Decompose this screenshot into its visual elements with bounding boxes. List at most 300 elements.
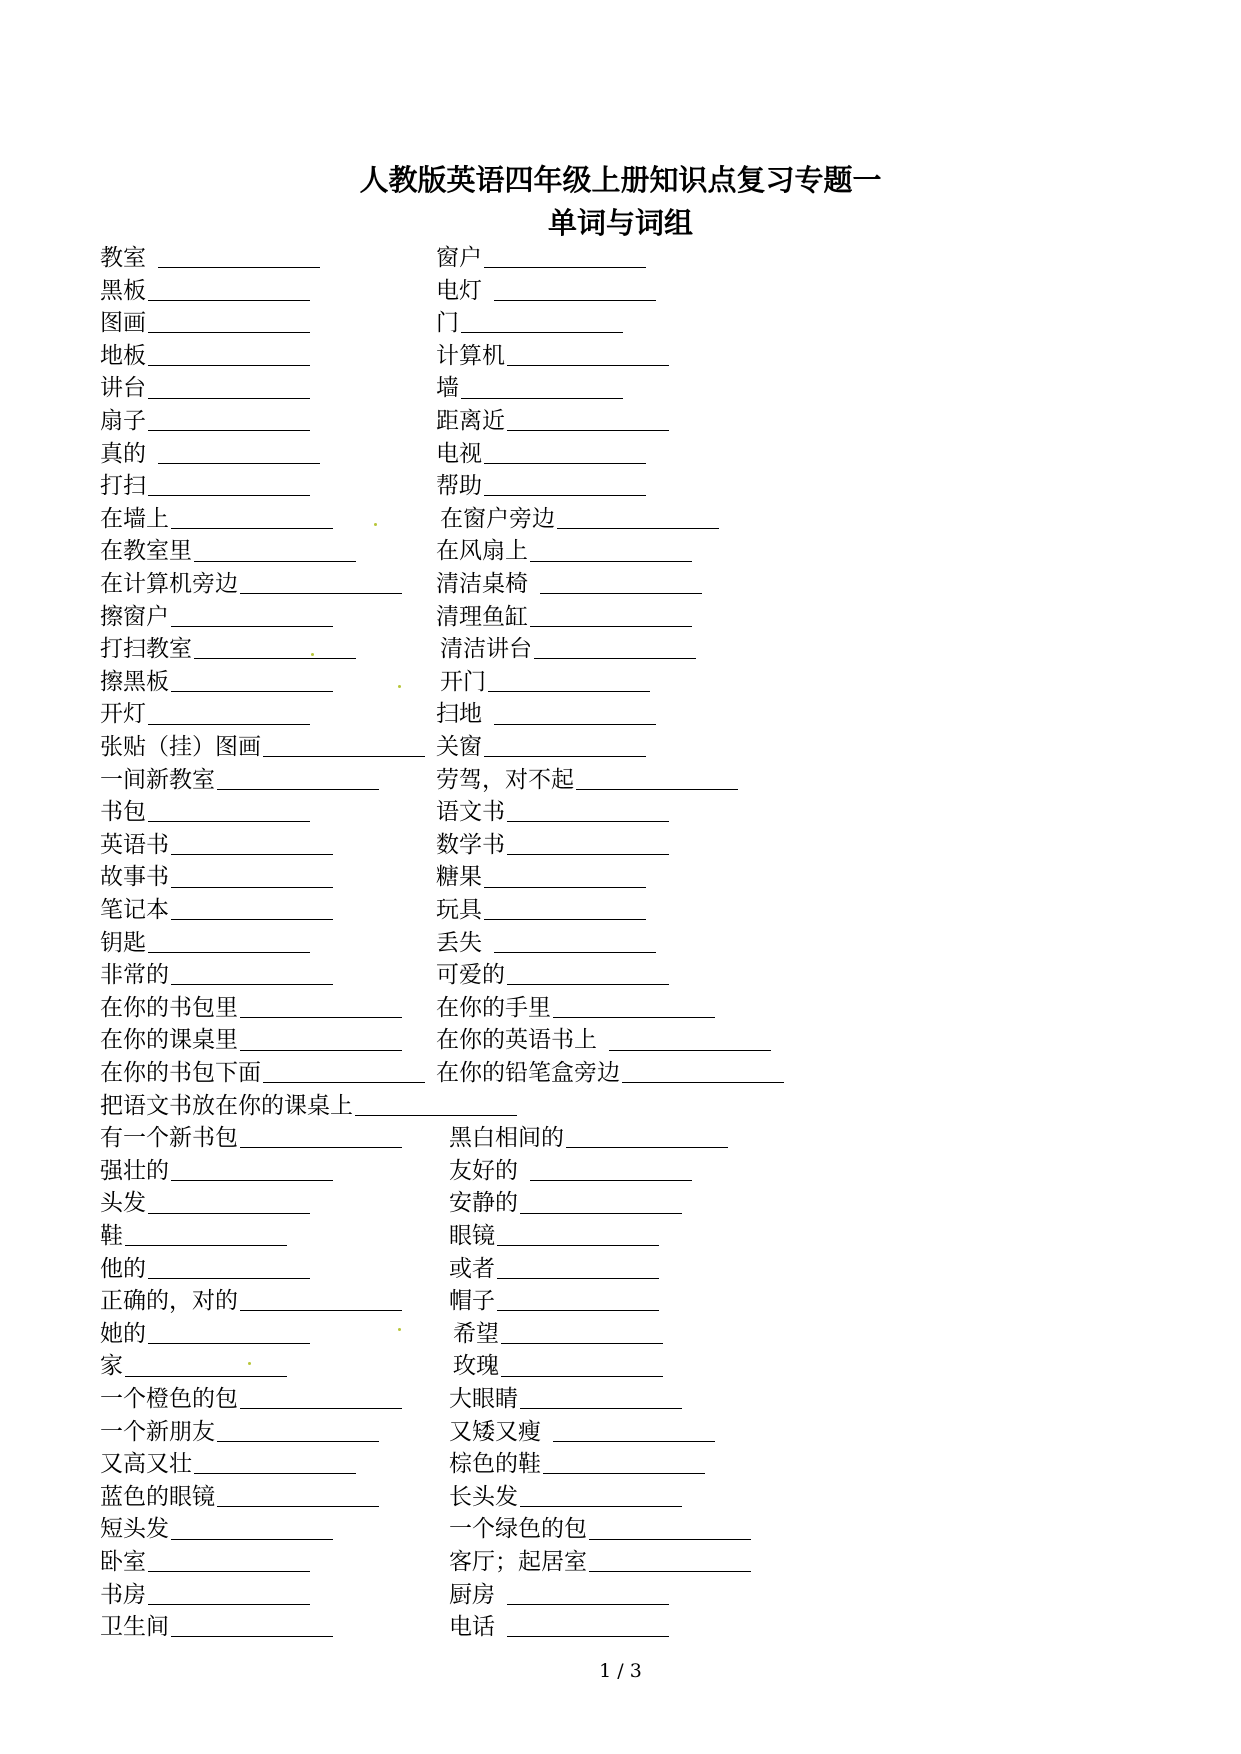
answer-blank[interactable] [263, 733, 425, 757]
page-number: 1 / 3 [599, 1660, 642, 1682]
vocab-row [0, 372, 1241, 405]
answer-blank[interactable] [148, 929, 310, 953]
right-entry [436, 959, 669, 992]
vocab-row [0, 731, 1241, 764]
right-entry [436, 535, 692, 568]
chinese-term: 短头发 [100, 1516, 169, 1543]
chinese-term: 丢失 [436, 929, 482, 956]
chinese-term: 窗户 [436, 245, 482, 271]
right-entry [436, 829, 669, 862]
answer-blank[interactable] [263, 1059, 425, 1083]
vocab-row [0, 959, 1241, 992]
answer-blank[interactable] [171, 961, 333, 985]
chinese-term: 帽子 [449, 1288, 495, 1315]
chinese-term: 强壮的 [100, 1157, 169, 1184]
chinese-term: 在你的书包里 [100, 994, 238, 1021]
chinese-term: 厨房 [449, 1581, 495, 1608]
chinese-term: 在你的英语书上 [436, 1027, 597, 1054]
scan-speck [398, 685, 401, 688]
answer-blank[interactable] [609, 1027, 771, 1051]
answer-blank[interactable] [158, 244, 320, 268]
answer-blank[interactable] [217, 766, 379, 790]
answer-blank[interactable] [240, 1027, 402, 1051]
chinese-term: 门 [436, 310, 459, 337]
vocab-row [0, 601, 1241, 634]
left-entry [100, 1285, 402, 1318]
answer-blank[interactable] [484, 440, 646, 464]
chinese-term: 语文书 [436, 799, 505, 826]
right-entry [436, 764, 738, 797]
chinese-term: 张贴（挂）图画 [100, 734, 261, 760]
answer-blank[interactable] [171, 668, 333, 692]
left-entry [100, 927, 310, 960]
vocab-row [0, 1090, 1241, 1123]
chinese-term: 在教室里 [100, 538, 192, 565]
left-entry [100, 242, 320, 275]
chinese-term: 鞋 [100, 1223, 123, 1249]
left-entry [100, 1122, 402, 1155]
left-entry [100, 1448, 356, 1481]
left-entry [100, 1513, 333, 1546]
chinese-term: 把语文书放在你的课桌上 [100, 1092, 353, 1119]
chinese-term: 电灯 [436, 277, 482, 304]
left-entry [100, 1220, 287, 1253]
right-entry [449, 1220, 659, 1253]
left-entry [100, 1057, 425, 1090]
answer-blank[interactable] [520, 1483, 682, 1507]
chinese-term: 在你的书包下面 [100, 1060, 261, 1086]
answer-blank[interactable] [194, 1450, 356, 1474]
vocab-row [0, 340, 1241, 373]
chinese-term: 大眼睛 [449, 1386, 518, 1412]
answer-blank[interactable] [520, 1190, 682, 1214]
left-entry [100, 568, 402, 601]
answer-blank[interactable] [148, 1320, 310, 1344]
chinese-term: 扇子 [100, 408, 146, 434]
right-entry [449, 1611, 669, 1644]
answer-blank[interactable] [589, 1516, 751, 1540]
vocab-row [0, 503, 1241, 536]
vocab-row [0, 568, 1241, 601]
vocab-row [0, 698, 1241, 731]
answer-blank[interactable] [557, 505, 719, 529]
left-entry [100, 601, 333, 634]
left-entry [100, 1318, 310, 1351]
chinese-term: 在计算机旁边 [100, 571, 238, 597]
answer-blank[interactable] [507, 1613, 669, 1637]
answer-blank[interactable] [540, 570, 702, 594]
answer-blank[interactable] [589, 1548, 751, 1572]
answer-blank[interactable] [507, 831, 669, 855]
right-entry [453, 1318, 663, 1351]
left-entry [100, 1187, 310, 1220]
answer-blank[interactable] [194, 538, 356, 562]
vocab-row [0, 275, 1241, 308]
right-entry [440, 633, 696, 666]
left-entry [100, 307, 310, 340]
right-entry [449, 1383, 682, 1416]
chinese-term: 黑白相间的 [449, 1125, 564, 1152]
chinese-term: 打扫教室 [100, 636, 192, 663]
right-entry [436, 601, 692, 634]
right-entry [449, 1546, 751, 1579]
chinese-term: 打扫 [100, 473, 146, 500]
answer-blank[interactable] [148, 407, 310, 431]
left-entry [100, 1481, 379, 1514]
answer-blank[interactable] [543, 1450, 705, 1474]
vocab-row [0, 927, 1241, 960]
vocab-row [0, 1122, 1241, 1155]
vocab-row [0, 1383, 1241, 1416]
answer-blank[interactable] [240, 1385, 402, 1409]
chinese-term: 一间新教室 [100, 766, 215, 793]
chinese-term: 眼镜 [449, 1223, 495, 1249]
chinese-term: 黑板 [100, 277, 146, 304]
chinese-term: 棕色的鞋 [449, 1451, 541, 1478]
chinese-term: 他的 [100, 1255, 146, 1282]
chinese-term: 玩具 [436, 897, 482, 923]
right-entry [449, 1579, 669, 1612]
answer-blank[interactable] [148, 309, 310, 333]
chinese-term: 开灯 [100, 701, 146, 728]
left-entry [100, 1350, 287, 1383]
answer-blank[interactable] [171, 505, 333, 529]
scan-speck [398, 1328, 401, 1331]
chinese-term: 讲台 [100, 375, 146, 402]
document-title: 人教版英语四年级上册知识点复习专题一 [359, 163, 882, 197]
chinese-term: 卫生间 [100, 1614, 169, 1641]
left-entry [100, 1546, 310, 1579]
right-entry [449, 1448, 705, 1481]
right-entry [449, 1187, 682, 1220]
answer-blank[interactable] [171, 864, 333, 888]
left-entry [100, 535, 356, 568]
vocab-row [0, 1448, 1241, 1481]
vocab-row [0, 1481, 1241, 1514]
chinese-term: 头发 [100, 1190, 146, 1217]
chinese-term: 扫地 [436, 701, 482, 728]
chinese-term: 在你的手里 [436, 994, 551, 1021]
left-entry [100, 1579, 310, 1612]
answer-blank[interactable] [534, 635, 696, 659]
vocab-row [0, 1513, 1241, 1546]
left-entry [100, 470, 310, 503]
chinese-term: 劳驾，对不起 [436, 766, 574, 793]
document-subtitle: 单词与词组 [547, 206, 693, 240]
right-entry [449, 1416, 715, 1449]
chinese-term: 一个橙色的包 [100, 1386, 238, 1412]
chinese-term: 距离近 [436, 408, 505, 434]
chinese-term: 钥匙 [100, 929, 146, 956]
right-entry [436, 698, 656, 731]
answer-blank[interactable] [125, 1353, 287, 1377]
chinese-term: 图画 [100, 310, 146, 337]
answer-blank[interactable] [497, 1222, 659, 1246]
chinese-term: 卧室 [100, 1549, 146, 1575]
chinese-term: 擦窗户 [100, 603, 169, 630]
answer-blank[interactable] [484, 896, 646, 920]
right-entry [436, 242, 646, 275]
chinese-term: 在你的铅笔盒旁边 [436, 1060, 620, 1086]
right-entry [453, 1350, 663, 1383]
chinese-term: 教室 [100, 245, 146, 271]
answer-blank[interactable] [530, 1157, 692, 1181]
vocab-row [0, 1187, 1241, 1220]
answer-blank[interactable] [576, 766, 738, 790]
answer-blank[interactable] [553, 1418, 715, 1442]
left-entry [100, 894, 333, 927]
left-entry [100, 275, 310, 308]
scan-speck [374, 523, 377, 526]
left-entry [100, 731, 425, 764]
vocab-row [0, 1416, 1241, 1449]
right-entry [436, 796, 669, 829]
vocab-row [0, 438, 1241, 471]
answer-blank[interactable] [501, 1320, 663, 1344]
vocab-row [0, 242, 1241, 275]
answer-blank[interactable] [240, 1124, 402, 1148]
answer-blank[interactable] [148, 375, 310, 399]
vocab-row [0, 1220, 1241, 1253]
vocab-row [0, 1546, 1241, 1579]
vocab-row [0, 633, 1241, 666]
answer-blank[interactable] [494, 701, 656, 725]
left-entry [100, 405, 310, 438]
left-entry [100, 372, 310, 405]
answer-blank[interactable] [125, 1222, 287, 1246]
vocab-row [0, 1318, 1241, 1351]
chinese-term: 客厅；起居室 [449, 1549, 587, 1575]
chinese-term: 电视 [436, 440, 482, 467]
answer-blank[interactable] [484, 244, 646, 268]
left-entry [100, 1090, 517, 1123]
chinese-term: 数学书 [436, 831, 505, 858]
answer-blank[interactable] [171, 831, 333, 855]
chinese-term: 有一个新书包 [100, 1125, 238, 1152]
answer-blank[interactable] [501, 1353, 663, 1377]
vocab-row [0, 405, 1241, 438]
answer-blank[interactable] [217, 1483, 379, 1507]
left-entry [100, 829, 333, 862]
right-entry [436, 307, 623, 340]
chinese-term: 非常的 [100, 962, 169, 989]
left-entry [100, 1611, 333, 1644]
chinese-term: 玫瑰 [453, 1353, 499, 1380]
chinese-term: 关窗 [436, 734, 482, 760]
right-entry [436, 992, 715, 1025]
left-entry [100, 764, 379, 797]
chinese-term: 故事书 [100, 864, 169, 891]
right-entry [440, 503, 719, 536]
chinese-term: 或者 [449, 1255, 495, 1282]
chinese-term: 一个绿色的包 [449, 1516, 587, 1543]
chinese-term: 擦黑板 [100, 668, 169, 695]
answer-blank[interactable] [566, 1124, 728, 1148]
right-entry [449, 1481, 682, 1514]
vocab-row [0, 1611, 1241, 1644]
answer-blank[interactable] [484, 733, 646, 757]
left-entry [100, 861, 333, 894]
answer-blank[interactable] [171, 1613, 333, 1637]
right-entry [449, 1122, 728, 1155]
chinese-term: 家 [100, 1353, 123, 1380]
vocab-row [0, 1350, 1241, 1383]
answer-blank[interactable] [622, 1059, 784, 1083]
right-entry [436, 438, 646, 471]
chinese-term: 一个新朋友 [100, 1418, 215, 1445]
chinese-term: 在墙上 [100, 505, 169, 532]
left-entry [100, 698, 310, 731]
vocab-row [0, 861, 1241, 894]
right-entry [436, 275, 656, 308]
chinese-term: 蓝色的眼镜 [100, 1483, 215, 1510]
answer-blank[interactable] [530, 603, 692, 627]
chinese-term: 她的 [100, 1320, 146, 1347]
left-entry [100, 1416, 379, 1449]
left-entry [100, 1024, 402, 1057]
answer-blank[interactable] [171, 603, 333, 627]
right-entry [436, 340, 669, 373]
chinese-term: 在窗户旁边 [440, 505, 555, 532]
answer-blank[interactable] [494, 277, 656, 301]
answer-blank[interactable] [494, 929, 656, 953]
left-entry [100, 1383, 402, 1416]
scan-speck [311, 653, 314, 656]
right-entry [436, 568, 702, 601]
right-entry [436, 1024, 771, 1057]
chinese-term: 在你的课桌里 [100, 1027, 238, 1054]
vocab-row [0, 1155, 1241, 1188]
chinese-term: 友好的 [449, 1157, 518, 1184]
chinese-term: 计算机 [436, 342, 505, 369]
right-entry [436, 731, 646, 764]
answer-blank[interactable] [148, 701, 310, 725]
left-entry [100, 438, 320, 471]
left-entry [100, 1155, 333, 1188]
right-entry [449, 1513, 751, 1546]
answer-blank[interactable] [148, 1548, 310, 1572]
vocab-row [0, 796, 1241, 829]
scan-speck [248, 1362, 251, 1365]
answer-blank[interactable] [148, 342, 310, 366]
left-entry [100, 666, 333, 699]
chinese-term: 英语书 [100, 831, 169, 858]
left-entry [100, 959, 333, 992]
left-entry [100, 1253, 310, 1286]
answer-blank[interactable] [148, 1190, 310, 1214]
vocab-row [0, 307, 1241, 340]
chinese-term: 正确的，对的 [100, 1288, 238, 1315]
answer-blank[interactable] [148, 472, 310, 496]
chinese-term: 地板 [100, 342, 146, 369]
chinese-term: 真的 [100, 440, 146, 467]
chinese-term: 清理鱼缸 [436, 603, 528, 630]
answer-blank[interactable] [461, 309, 623, 333]
vocab-row [0, 666, 1241, 699]
answer-blank[interactable] [158, 440, 320, 464]
answer-blank[interactable] [530, 538, 692, 562]
left-entry [100, 340, 310, 373]
answer-blank[interactable] [488, 668, 650, 692]
chinese-term: 在风扇上 [436, 538, 528, 565]
right-entry [449, 1155, 692, 1188]
vocab-row [0, 992, 1241, 1025]
right-entry [436, 1057, 784, 1090]
vocab-row [0, 1285, 1241, 1318]
answer-blank[interactable] [461, 375, 623, 399]
chinese-term: 墙 [436, 375, 459, 402]
answer-blank[interactable] [148, 1255, 310, 1279]
answer-blank[interactable] [217, 1418, 379, 1442]
right-entry [436, 894, 646, 927]
chinese-term: 书包 [100, 799, 146, 826]
vocab-row [0, 535, 1241, 568]
vocab-row [0, 1579, 1241, 1612]
vocab-row [0, 829, 1241, 862]
answer-blank[interactable] [148, 277, 310, 301]
answer-blank[interactable] [148, 1581, 310, 1605]
answer-blank[interactable] [507, 1581, 669, 1605]
chinese-term: 又高又壮 [100, 1451, 192, 1478]
answer-blank[interactable] [240, 994, 402, 1018]
answer-blank[interactable] [507, 342, 669, 366]
left-entry [100, 992, 402, 1025]
chinese-term: 可爱的 [436, 962, 505, 989]
right-entry [440, 666, 650, 699]
answer-blank[interactable] [497, 1287, 659, 1311]
right-entry [436, 861, 646, 894]
chinese-term: 书房 [100, 1581, 146, 1608]
vocab-row [0, 764, 1241, 797]
chinese-term: 开门 [440, 668, 486, 695]
left-entry [100, 503, 333, 536]
vocab-row [0, 470, 1241, 503]
answer-blank[interactable] [484, 472, 646, 496]
left-entry [100, 796, 310, 829]
answer-blank[interactable] [194, 635, 356, 659]
vocab-row [0, 1057, 1241, 1090]
vocab-row [0, 894, 1241, 927]
answer-blank[interactable] [355, 1092, 517, 1116]
right-entry [449, 1253, 659, 1286]
right-entry [436, 405, 669, 438]
chinese-term: 安静的 [449, 1190, 518, 1217]
chinese-term: 长头发 [449, 1483, 518, 1510]
chinese-term: 希望 [453, 1320, 499, 1347]
right-entry [436, 470, 646, 503]
answer-blank[interactable] [171, 1157, 333, 1181]
answer-blank[interactable] [507, 961, 669, 985]
answer-blank[interactable] [240, 570, 402, 594]
answer-blank[interactable] [497, 1255, 659, 1279]
right-entry [436, 372, 623, 405]
answer-blank[interactable] [484, 864, 646, 888]
answer-blank[interactable] [520, 1385, 682, 1409]
chinese-term: 笔记本 [100, 897, 169, 923]
answer-blank[interactable] [240, 1287, 402, 1311]
answer-blank[interactable] [171, 1516, 333, 1540]
chinese-term: 又矮又瘦 [449, 1418, 541, 1445]
right-entry [449, 1285, 659, 1318]
chinese-term: 糖果 [436, 864, 482, 891]
answer-blank[interactable] [148, 798, 310, 822]
answer-blank[interactable] [553, 994, 715, 1018]
answer-blank[interactable] [171, 896, 333, 920]
answer-blank[interactable] [507, 407, 669, 431]
chinese-term: 清洁桌椅 [436, 571, 528, 597]
chinese-term: 电话 [449, 1614, 495, 1641]
answer-blank[interactable] [507, 798, 669, 822]
